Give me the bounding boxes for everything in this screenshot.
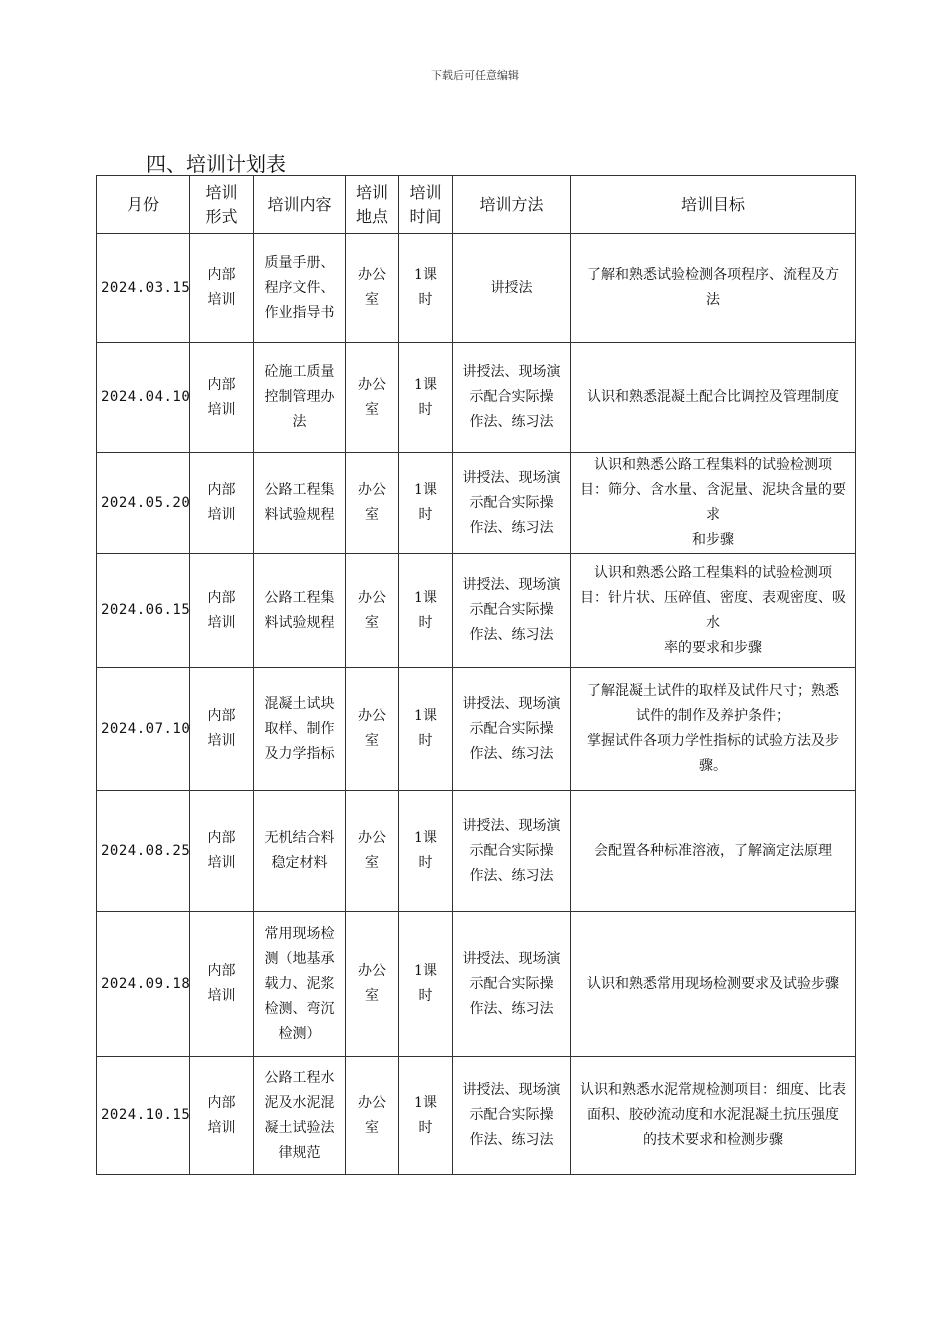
col-header-form: 培训 形式 <box>190 176 254 234</box>
cell-form: 内部 培训 <box>190 668 254 791</box>
cell-goal: 认识和熟悉公路工程集料的试验检测项 目：筛分、含水量、含泥量、泥块含量的要求 和步骤 <box>571 453 856 554</box>
table-row <box>97 912 856 1057</box>
header-note: 下载后可任意编辑 <box>431 69 519 82</box>
cell-location: 办公 室 <box>346 668 399 791</box>
col-header-month: 月份 <box>97 176 190 234</box>
table-row <box>97 668 856 791</box>
cell-content: 公路工程水 泥及水泥混 凝土试验法 律规范 <box>254 1057 346 1175</box>
cell-time: 1课 时 <box>399 791 453 912</box>
cell-month: 2024.06.15 <box>97 554 190 668</box>
cell-time: 1课 时 <box>399 554 453 668</box>
cell-form: 内部 培训 <box>190 234 254 343</box>
cell-month: 2024.04.10 <box>97 343 190 453</box>
cell-location: 办公 室 <box>346 554 399 668</box>
cell-method: 讲授法、现场演 示配合实际操 作法、练习法 <box>453 791 571 912</box>
cell-month: 2024.07.10 <box>97 668 190 791</box>
cell-time: 1课 时 <box>399 912 453 1057</box>
col-header-location: 培训 地点 <box>346 176 399 234</box>
cell-form: 内部 培训 <box>190 1057 254 1175</box>
cell-month: 2024.03.15 <box>97 234 190 343</box>
cell-content: 公路工程集 料试验规程 <box>254 554 346 668</box>
cell-content: 无机结合料 稳定材料 <box>254 791 346 912</box>
cell-time: 1课 时 <box>399 234 453 343</box>
cell-goal: 认识和熟悉公路工程集料的试验检测项 目：针片状、压碎值、密度、表观密度、吸水 率的要求和步骤 <box>571 554 856 668</box>
cell-method: 讲授法、现场演 示配合实际操 作法、练习法 <box>453 343 571 453</box>
cell-goal: 认识和熟悉常用现场检测要求及试验步骤 <box>571 912 856 1057</box>
training-plan-table <box>96 175 856 1175</box>
section-title: 四、培训计划表 <box>146 152 286 176</box>
table-row <box>97 1057 856 1175</box>
cell-content: 质量手册、 程序文件、 作业指导书 <box>254 234 346 343</box>
cell-goal: 认识和熟悉水泥常规检测项目：细度、比表 面积、胶砂流动度和水泥混凝土抗压强度 的技术要求和检测步骤 <box>571 1057 856 1175</box>
cell-location: 办公 室 <box>346 453 399 554</box>
table-row <box>97 453 856 554</box>
cell-content: 混凝土试块 取样、制作 及力学指标 <box>254 668 346 791</box>
cell-month: 2024.08.25 <box>97 791 190 912</box>
cell-time: 1课 时 <box>399 343 453 453</box>
cell-content: 公路工程集 料试验规程 <box>254 453 346 554</box>
cell-content: 砼施工质量 控制管理办 法 <box>254 343 346 453</box>
cell-time: 1课 时 <box>399 453 453 554</box>
cell-method: 讲授法、现场演 示配合实际操 作法、练习法 <box>453 1057 571 1175</box>
cell-location: 办公 室 <box>346 912 399 1057</box>
cell-method: 讲授法、现场演 示配合实际操 作法、练习法 <box>453 668 571 791</box>
cell-method: 讲授法、现场演 示配合实际操 作法、练习法 <box>453 453 571 554</box>
cell-month: 2024.10.15 <box>97 1057 190 1175</box>
cell-form: 内部 培训 <box>190 912 254 1057</box>
cell-form: 内部 培训 <box>190 554 254 668</box>
table-row <box>97 234 856 343</box>
table-row <box>97 343 856 453</box>
cell-location: 办公 室 <box>346 1057 399 1175</box>
cell-location: 办公 室 <box>346 234 399 343</box>
cell-month: 2024.09.18 <box>97 912 190 1057</box>
col-header-method: 培训方法 <box>453 176 571 234</box>
cell-location: 办公 室 <box>346 343 399 453</box>
table-row <box>97 554 856 668</box>
cell-form: 内部 培训 <box>190 343 254 453</box>
cell-location: 办公 室 <box>346 791 399 912</box>
table-header-row <box>97 176 856 234</box>
cell-form: 内部 培训 <box>190 791 254 912</box>
col-header-goal: 培训目标 <box>571 176 856 234</box>
cell-method: 讲授法、现场演 示配合实际操 作法、练习法 <box>453 554 571 668</box>
cell-goal: 会配置各种标准溶液，了解滴定法原理 <box>571 791 856 912</box>
table-row <box>97 791 856 912</box>
cell-method: 讲授法、现场演 示配合实际操 作法、练习法 <box>453 912 571 1057</box>
cell-goal: 了解混凝土试件的取样及试件尺寸；熟悉 试件的制作及养护条件； 掌握试件各项力学性指标的试验方法及步 骤。 <box>571 668 856 791</box>
cell-method: 讲授法 <box>453 234 571 343</box>
cell-goal: 了解和熟悉试验检测各项程序、流程及方 法 <box>571 234 856 343</box>
col-header-time: 培训 时间 <box>399 176 453 234</box>
cell-time: 1课 时 <box>399 668 453 791</box>
cell-time: 1课 时 <box>399 1057 453 1175</box>
cell-month: 2024.05.20 <box>97 453 190 554</box>
cell-form: 内部 培训 <box>190 453 254 554</box>
cell-content: 常用现场检 测（地基承 载力、泥浆 检测、弯沉 检测） <box>254 912 346 1057</box>
col-header-content: 培训内容 <box>254 176 346 234</box>
cell-goal: 认识和熟悉混凝土配合比调控及管理制度 <box>571 343 856 453</box>
